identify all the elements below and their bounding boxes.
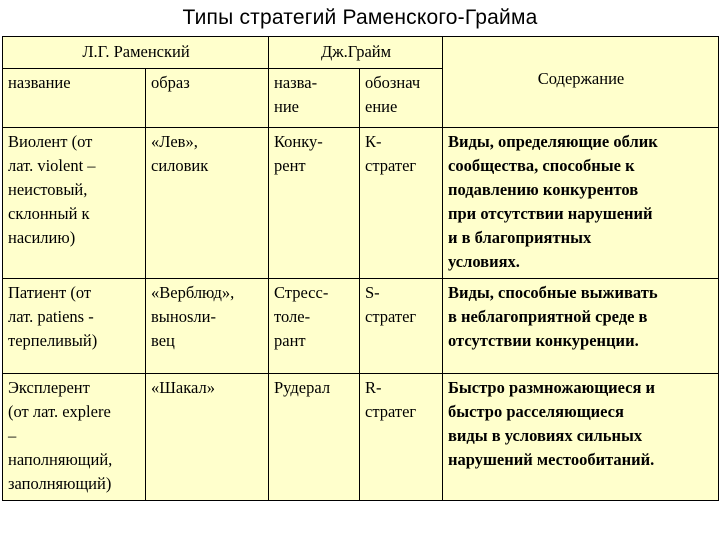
cell-image: «Шакал» (146, 374, 269, 501)
cell-symbol: S- стратег (360, 279, 443, 374)
cell-name: Патиент (от лат. patiens - терпеливый) (3, 279, 146, 374)
cell-symbol: R- стратег (360, 374, 443, 501)
table-row (3, 279, 719, 374)
header-grime-symbol: обознач ение (360, 69, 443, 128)
page-title: Типы стратегий Раменского-Грайма (182, 6, 538, 29)
table-header-row (3, 37, 719, 69)
cell-grime-name: Конку- рент (269, 128, 360, 279)
header-ramensky: Л.Г. Раменский (3, 37, 269, 69)
cell-content: Виды, способные выживать в неблагоприятной среде в отсутствии конкуренции. (443, 279, 719, 374)
cell-grime-name: Рудерал (269, 374, 360, 501)
header-content: Содержание (443, 37, 719, 128)
header-grime-name: назва- ние (269, 69, 360, 128)
cell-image: «Верблюд», вынosли- вец (146, 279, 269, 374)
cell-name: Эксплерент (от лат. explere – наполняющий, заполняющий) (3, 374, 146, 501)
header-image: образ (146, 69, 269, 128)
strategies-table (2, 36, 719, 501)
cell-grime-name: Стресс- толе- рант (269, 279, 360, 374)
table-row (3, 374, 719, 501)
header-grime: Дж.Грайм (269, 37, 443, 69)
cell-image: «Лев», силовик (146, 128, 269, 279)
cell-content: Быстро размножающиеся и быстро расселяющиеся виды в условиях сильных нарушений местообитаний. (443, 374, 719, 501)
cell-symbol: К- стратег (360, 128, 443, 279)
cell-content: Виды, определяющие облик сообщества, способные к подавлению конкурентов при отсутствии нарушений и в благоприятных условиях. (443, 128, 719, 279)
table-row (3, 128, 719, 279)
header-name: название (3, 69, 146, 128)
cell-name: Виолент (от лат. violent – неистовый, склонный к насилию) (3, 128, 146, 279)
